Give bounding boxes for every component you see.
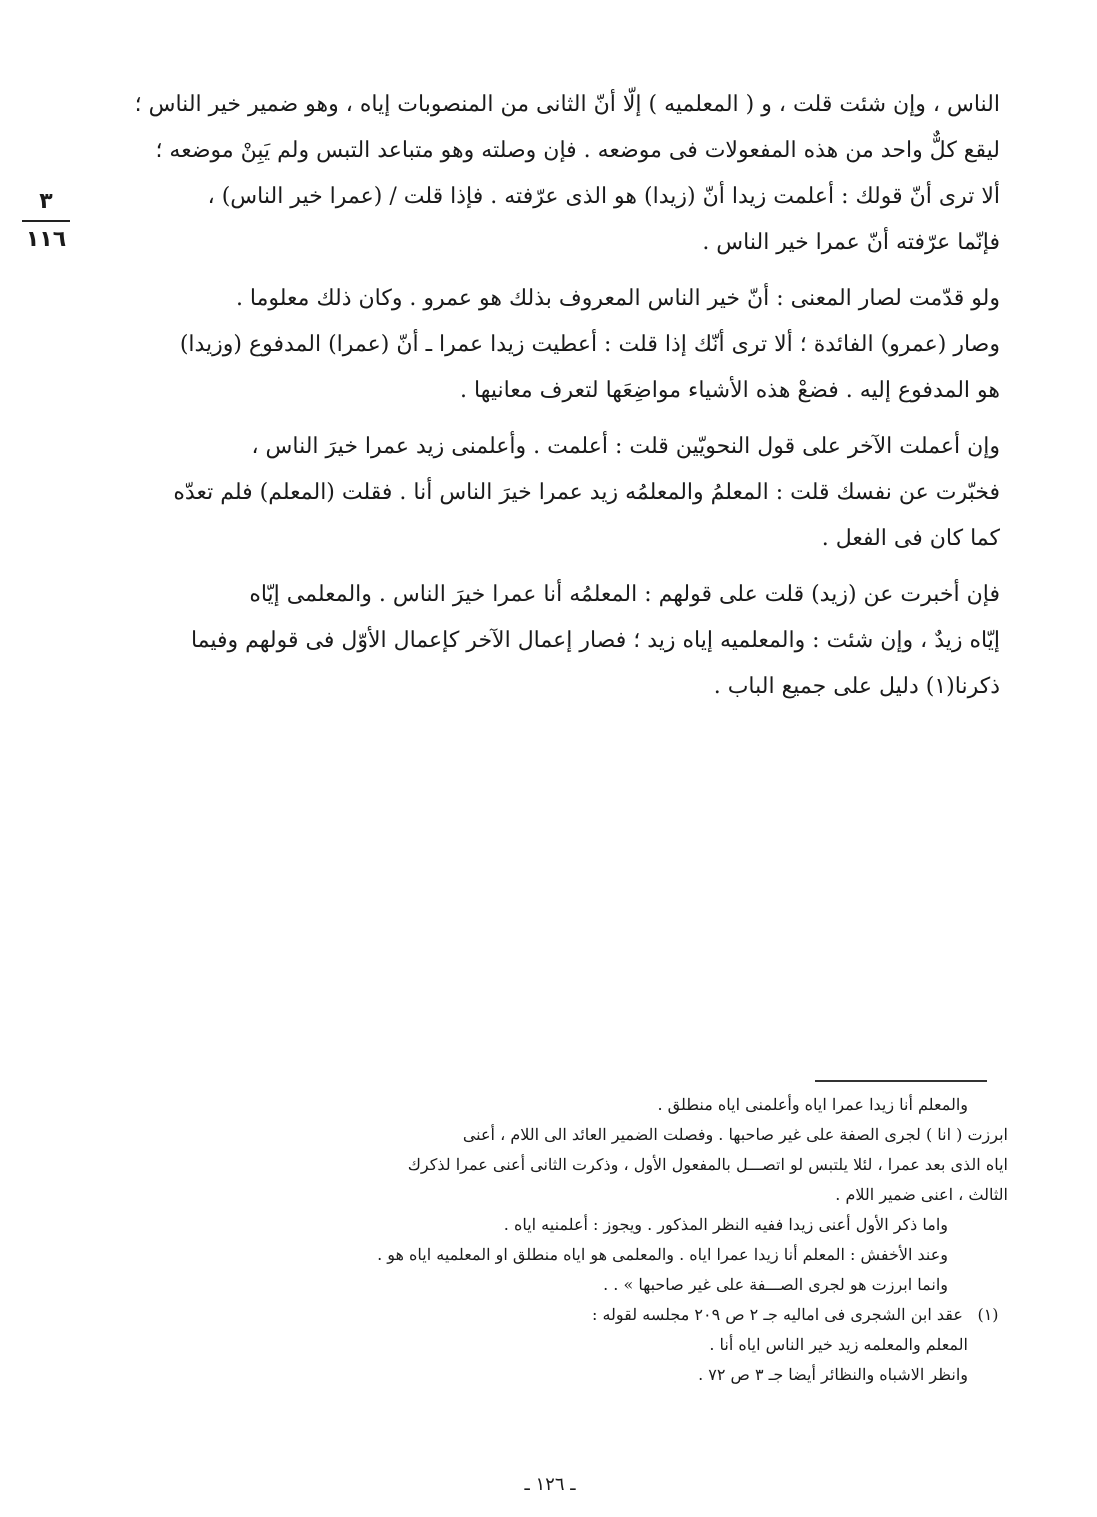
footnote-line: ابرزت ( انا ) لجرى الصفة على غير صاحبها . وفصلت الضمير العائد الى اللام ، أعنى [462,1125,1008,1144]
footnote-line: وانما ابرزت هو لجرى الصـــفة على غير صاحبها » . . [603,1275,948,1294]
footnote-line: اياه الذى بعد عمرا ، لئلا يلتبس لو اتصـــل بالمفعول الأول ، وذكرت الثانى أعنى عمرا لذكرك [407,1155,1008,1174]
text-line: ولو قدّمت لصار المعنى : أنّ خير الناس المعروف بذلك هو عمرو . وكان ذلك معلوما . [235,286,1000,311]
text-line: ذكرنا(١) دليل على جميع الباب . [713,674,1000,699]
margin-volume-number: ٣ [39,189,53,214]
footnotes-section [118,1090,1008,1390]
footnote-line: وانظر الاشباه والنظائر أيضا جـ ٣ ص ٧٢ . [698,1365,968,1384]
footnote-marker: (١) [977,1305,999,1324]
footnote-line: وعند الأخفش : المعلم أنا زيدا عمرا اياه . والمعلمى هو اياه منطلق او المعلميه اياه هو . [377,1245,948,1264]
text-line: وصار (عمرو) الفائدة ؛ ألا ترى أنّك إذا قلت : أعطيت زيدا عمرا ـ أنّ (عمرا) المدفوع (وزيدا) [179,332,1000,357]
main-text-body [130,82,1000,710]
text-line: الناس ، وإن شئت قلت ، و ( المعلميه ) إلّا أنّ الثانى من المنصوبات إياه ، وهو ضمير خير الناس ؛ [134,92,1000,117]
footnote-line: واما ذكر الأول أعنى زيدا ففيه النظر المذكور . ويجوز : أعلمنيه اياه . [503,1215,948,1234]
text-line: فخبّرت عن نفسك قلت : المعلمُ والمعلمُه زيد عمرا خيرَ الناس أنا . فقلت (المعلم) فلم تعدّه [173,480,1000,505]
footnote-line: المعلم والمعلمه زيد خير الناس اياه أنا . [709,1335,968,1354]
margin-divider [22,220,70,222]
text-line: ألا ترى أنّ قولك : أعلمت زيدا أنّ (زيدا) هو الذى عرّفته . فإذا قلت / (عمرا خير الناس) ، [207,184,1000,209]
margin-page-number: ١١٦ [25,227,67,253]
page-number: ـ ١٢٦ ـ [524,1474,576,1495]
footnote-line-numbered [118,1300,1008,1330]
text-line: فإنّما عرّفته أنّ عمرا خير الناس . [702,230,1000,255]
footnote-line: الثالث ، اعنى ضمير اللام . [835,1185,1008,1204]
text-line: فإن أخبرت عن (زيد) قلت على قولهم : المعلمُه أنا عمرا خيرَ الناس . والمعلمى إيّاه [249,582,1000,607]
footnote-separator [815,1080,987,1082]
text-line: وإن أعملت الآخر على قول النحويّين قلت : أعلمت . وأعلمنى زيد عمرا خيرَ الناس ، [251,434,1000,459]
text-line: كما كان فى الفعل . [821,526,1000,551]
footnote-text: عقد ابن الشجرى فى اماليه جـ ٢ ص ٢٠٩ مجلسه لقوله : [591,1305,963,1324]
text-line: إيّاه زيدٌ ، وإن شئت : والمعلميه إياه زيد ؛ فصار إعمال الآخر كإعمال الأوّل فى قولهم وفيما [190,628,1000,653]
text-line: هو المدفوع إليه . فضعْ هذه الأشياء مواضِعَها لتعرف معانيها . [460,378,1000,403]
text-line: ليقع كلٌّ واحد من هذه المفعولات فى موضعه . فإن وصلته وهو متباعد التبس ولم يَبِنْ موضعه ؛ [155,138,1000,163]
footnote-line: والمعلم أنا زيدا عمرا اياه وأعلمنى اياه منطلق . [657,1095,968,1114]
margin-page-reference [18,190,74,252]
